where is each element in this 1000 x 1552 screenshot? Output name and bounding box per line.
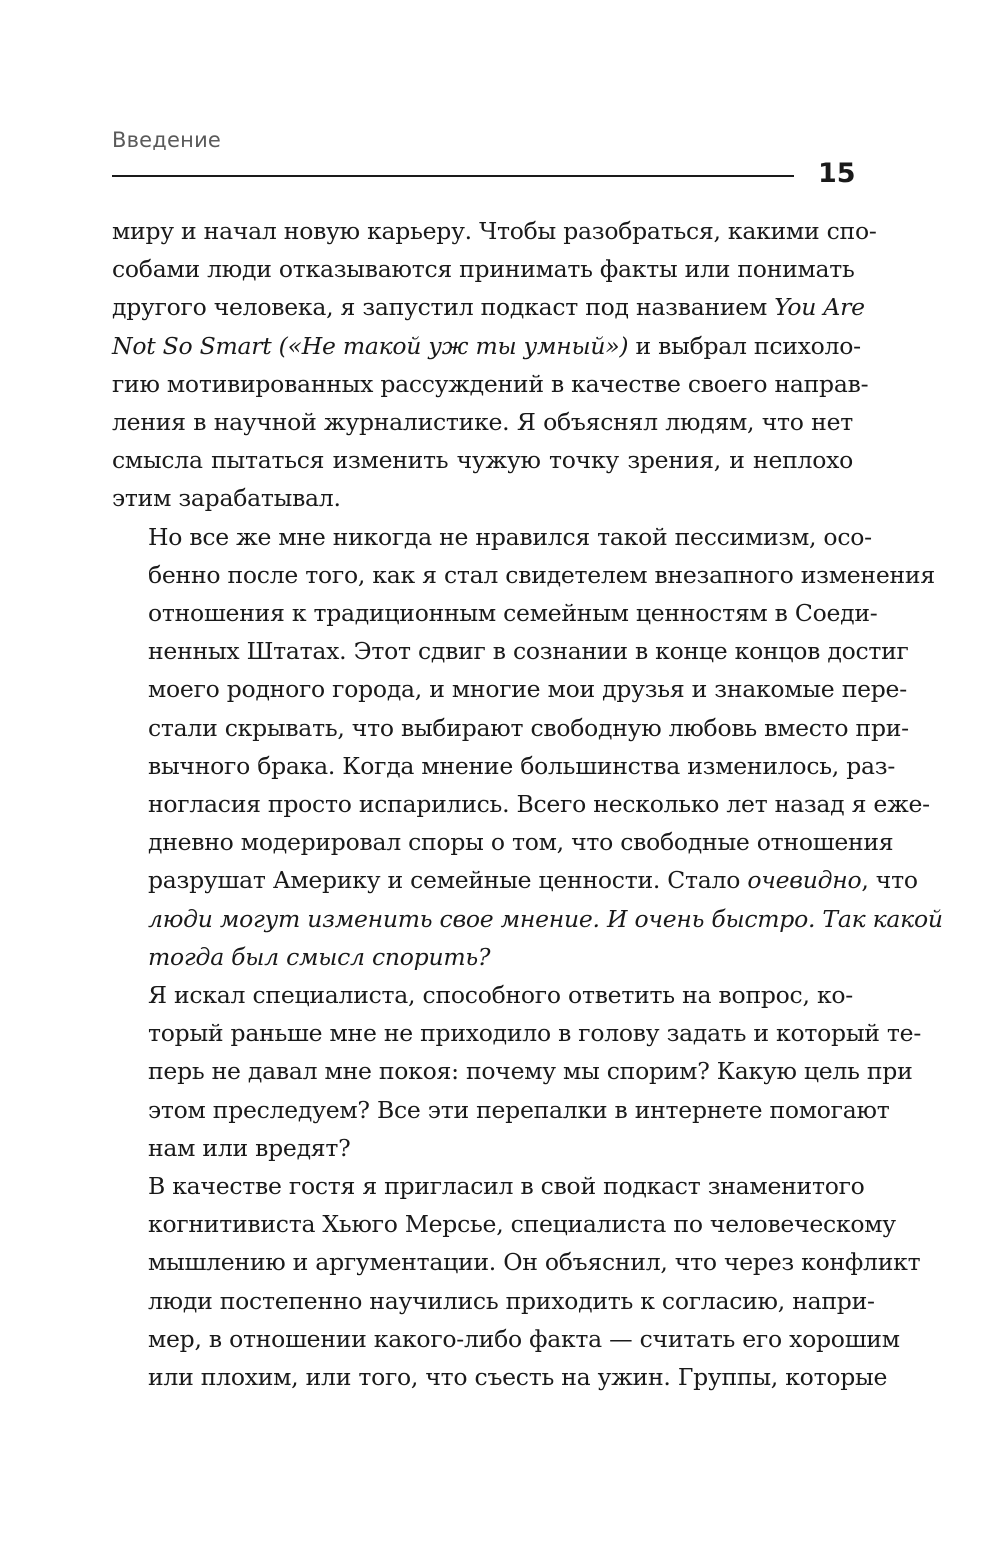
text-run: бенно после того, как я стал свидетелем внезапного изменения	[148, 560, 935, 589]
text-run: ненных Штатах. Этот сдвиг в сознании в конце концов достиг	[148, 637, 909, 666]
page-number: 15	[818, 158, 856, 189]
text-run: , что	[861, 866, 918, 895]
text-line	[112, 900, 943, 938]
text-run: мер, в отношении какого-либо факта — считать его хорошим	[148, 1324, 900, 1353]
text-line	[112, 365, 869, 403]
text-line	[112, 1014, 922, 1052]
text-run: или плохим, или того, что съесть на ужин. Группы, которые	[148, 1363, 888, 1392]
text-line	[112, 288, 865, 326]
text-line	[112, 441, 853, 479]
text-line	[112, 785, 930, 823]
text-run: стали скрывать, что выбирают свободную любовь вместо при-	[148, 713, 909, 742]
text-line	[112, 1091, 890, 1129]
text-line	[112, 1167, 865, 1205]
text-run: собами люди отказываются принимать факты или понимать	[112, 255, 855, 284]
italic-run: You Are	[774, 293, 865, 322]
text-line	[112, 212, 877, 250]
text-run: когнитивиста Хьюго Мерсье, специалиста по человеческому	[148, 1210, 896, 1239]
text-run: перь не давал мне покоя: почему мы спорим? Какую цель при	[148, 1057, 913, 1086]
text-run: другого человека, я запустил подкаст под названием	[112, 293, 775, 322]
italic-run: тогда был смысл спорить?	[148, 942, 491, 971]
italic-run: Not So Smart	[112, 331, 272, 360]
text-run: вычного брака. Когда мнение большинства изменилось, раз-	[148, 751, 896, 780]
text-run: торый раньше мне не приходило в голову задать и который те-	[148, 1019, 922, 1048]
text-line	[112, 250, 853, 288]
text-run: гию мотивированных рассуждений в качестве своего направ-	[112, 369, 869, 398]
text-line	[112, 1320, 900, 1358]
text-line	[112, 1243, 921, 1281]
text-run: В качестве гостя я пригласил в свой подкаст знаменитого	[148, 1172, 865, 1201]
text-run: разрушат Америку и семейные ценности. Стало	[148, 866, 748, 895]
text-line	[112, 823, 894, 861]
italic-run: люди могут изменить свое мнение. И очень быстро. Так какой	[148, 904, 943, 933]
text-line	[112, 861, 918, 899]
text-line	[112, 670, 907, 708]
text-run: этом преследуем? Все эти перепалки в интернете помогают	[148, 1095, 890, 1124]
text-line	[112, 709, 909, 747]
running-head-title: Введение	[112, 128, 222, 152]
text-line	[112, 747, 896, 785]
header-rule	[112, 175, 794, 177]
text-run: нам или вредят?	[148, 1133, 351, 1162]
text-line	[112, 518, 872, 556]
text-line	[112, 556, 935, 594]
text-run: Но все же мне никогда не нравился такой пессимизм, осо-	[148, 522, 872, 551]
text-run: ления в научной журналистике. Я объяснял людям, что нет	[112, 408, 853, 437]
text-line	[112, 479, 853, 517]
text-run	[271, 332, 278, 360]
text-run: Я искал специалиста, способного ответить на вопрос, ко-	[148, 981, 853, 1010]
text-run: люди постепенно научились приходить к согласию, напри-	[148, 1286, 875, 1315]
text-line	[112, 632, 909, 670]
text-run: и выбрал психоло-	[628, 331, 861, 360]
text-run: мышлению и аргументации. Он объяснил, что через конфликт	[148, 1248, 921, 1277]
body-text	[112, 212, 943, 1396]
paragraph	[112, 518, 943, 976]
text-line	[112, 1129, 853, 1167]
text-line	[112, 1052, 913, 1090]
text-run: смысла пытаться изменить чужую точку зрения, и неплохо	[112, 446, 853, 475]
paragraph	[112, 976, 922, 1167]
text-line	[112, 938, 853, 976]
text-run: моего родного города, и многие мои друзья и знакомые пере-	[148, 675, 907, 704]
text-line	[112, 1205, 896, 1243]
text-line	[112, 403, 853, 441]
text-line	[112, 1358, 888, 1396]
paragraph	[112, 212, 877, 518]
paragraph	[112, 1167, 921, 1396]
italic-run: очевидно	[747, 866, 862, 895]
text-run: отношения к традиционным семейным ценностям в Соеди-	[148, 599, 878, 628]
italic-run: («Не такой уж ты умный»)	[278, 331, 629, 360]
text-run: миру и начал новую карьеру. Чтобы разобраться, какими спо-	[112, 217, 877, 245]
text-line	[112, 327, 861, 365]
text-line	[112, 1282, 875, 1320]
text-line	[112, 976, 853, 1014]
text-run: этим зарабатывал.	[112, 484, 341, 513]
text-run: дневно модерировал споры о том, что свободные отношения	[148, 828, 894, 857]
text-line	[112, 594, 878, 632]
text-run: ногласия просто испарились. Всего несколько лет назад я еже-	[148, 790, 930, 819]
